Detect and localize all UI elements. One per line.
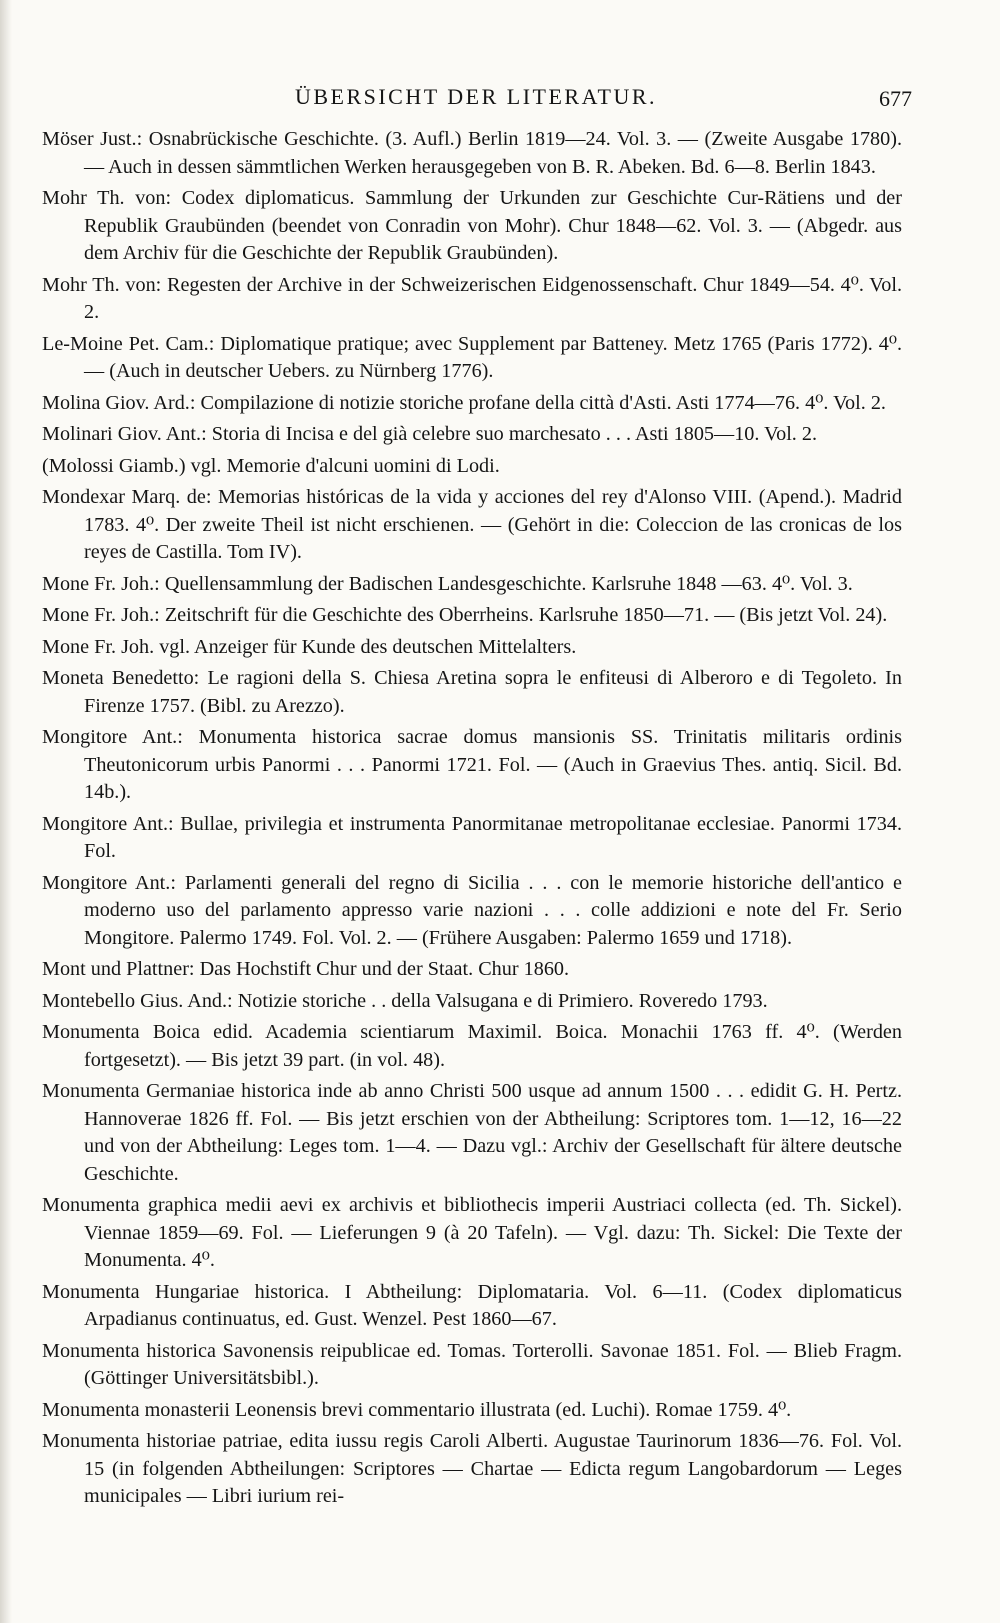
page-edge-shadow: [0, 0, 12, 1623]
bibliography-entry: Moneta Benedetto: Le ragioni della S. Chiesa Aretina sopra le enfiteusi di Alberoro e di Tegoleto. In Firenze 1757. (Bibl. zu Arezzo).: [42, 667, 902, 717]
bibliography-list: [42, 126, 902, 1515]
bibliography-entry: Monumenta Boica edid. Academia scientiarum Maximil. Boica. Monachii 1763 ff. 4⁰. (Werden fortgesetzt). — Bis jetzt 39 part. (in vol. 48).: [42, 1021, 902, 1071]
page-title: ÜBERSICHT DER LITERATUR.: [294, 84, 658, 109]
bibliography-entry: Möser Just.: Osnabrückische Geschichte. (3. Aufl.) Berlin 1819—24. Vol. 3. — (Zweite Ausgabe 1780). — Auch in dessen sämmtlichen Werken herausgegeben von B. R. Abeken. Bd. 6—8. Berlin 1843.: [42, 128, 902, 178]
bibliography-entry: Mondexar Marq. de: Memorias históricas de la vida y acciones del rey d'Alonso VIII. (Apend.). Madrid 1783. 4⁰. Der zweite Theil ist nicht erschienen. — (Gehört in die: Coleccion de las cronicas de los reyes de Castilla. Tom IV).: [42, 486, 902, 563]
bibliography-entry: Le-Moine Pet. Cam.: Diplomatique pratique; avec Supplement par Batteney. Metz 1765 (Paris 1772). 4⁰. — (Auch in deutscher Uebers. zu Nürnberg 1776).: [42, 332, 902, 382]
bibliography-entry: Monumenta graphica medii aevi ex archivis et bibliothecis imperii Austriaci collecta (ed. Th. Sickel). Viennae 1859—69. Fol. — Lieferungen 9 (à 20 Tafeln). — Vgl. dazu: Th. Sickel: Die Texte der Monumenta. 4⁰.: [42, 1194, 902, 1271]
bibliography-entry: Monumenta historica Savonensis reipublicae ed. Tomas. Torterolli. Savonae 1851. Fol. — Blieb Fragm. (Göttinger Universitätsbibl.).: [42, 1339, 902, 1389]
bibliography-entry: Mohr Th. von: Codex diplomaticus. Sammlung der Urkunden zur Geschichte Cur-Rätiens und der Republik Graubünden (beendet von Conradin von Mohr). Chur 1848—62. Vol. 3. — (Abgedr. aus dem Archiv für die Geschichte der Republik Graubünden).: [42, 187, 902, 264]
bibliography-entry: Molinari Giov. Ant.: Storia di Incisa e del già celebre suo marchesato . . . Asti 1805—10. Vol. 2.: [42, 423, 818, 445]
bibliography-entry: (Molossi Giamb.) vgl. Memorie d'alcuni uomini di Lodi.: [42, 454, 500, 477]
bibliography-entry: Montebello Gius. And.: Notizie storiche . . della Valsugana e di Primiero. Roveredo 1793.: [42, 989, 768, 1012]
page-number: 677: [879, 86, 912, 111]
bibliography-entry: Monumenta Hungariae historica. I Abtheilung: Diplomataria. Vol. 6—11. (Codex diplomaticus Arpadianus continuatus, ed. Gust. Wenzel. Pest 1860—67.: [42, 1280, 902, 1330]
bibliography-entry: Mongitore Ant.: Monumenta historica sacrae domus mansionis SS. Trinitatis militaris ordinis Theutonicorum urbis Panormi . . . Panormi 1721. Fol. — (Auch in Graevius Thes. antiq. Sicil. Bd. 14b.).: [42, 726, 902, 803]
bibliography-entry: Monumenta monasterii Leonensis brevi commentario illustrata (ed. Luchi). Romae 1759. 4⁰.: [42, 1398, 792, 1421]
bibliography-entry: Monumenta historiae patriae, edita iussu regis Caroli Alberti. Augustae Taurinorum 1836—76. Fol. Vol. 15 (in folgenden Abtheilungen: Scriptores — Chartae — Edicta regum Langobardorum — Leges municipales — Libri iurium rei-: [42, 1430, 902, 1507]
bibliography-entry: Molina Giov. Ard.: Compilazione di notizie storiche profane della città d'Asti. Asti 1774—76. 4⁰. Vol. 2.: [42, 391, 886, 414]
bibliography-entry: Mongitore Ant.: Bullae, privilegia et instrumenta Panormitanae metropolitanae ecclesiae. Panormi 1734. Fol.: [42, 812, 902, 862]
bibliography-entry: Mohr Th. von: Regesten der Archive in der Schweizerischen Eidgenossenschaft. Chur 1849—54. 4⁰. Vol. 2.: [42, 273, 902, 323]
bibliography-entry: Mone Fr. Joh. vgl. Anzeiger für Kunde des deutschen Mittelalters.: [42, 635, 577, 658]
bibliography-entry: Mone Fr. Joh.: Zeitschrift für die Geschichte des Oberrheins. Karlsruhe 1850—71. — (Bis jetzt Vol. 24).: [42, 604, 888, 626]
bibliography-entry: Mone Fr. Joh.: Quellensammlung der Badischen Landesgeschichte. Karlsruhe 1848 —63. 4⁰. Vol. 3.: [42, 572, 853, 595]
bibliography-entry: Mongitore Ant.: Parlamenti generali del regno di Sicilia . . . con le memorie historiche dell'antico e moderno uso del parlamento appresso varie nazioni . . . colle addizioni e note del Fr. Serio Mongitore. Palermo 1749. Fol. Vol. 2. — (Frühere Ausgaben: Palermo 1659 und 1718).: [42, 871, 902, 949]
running-head: [40, 84, 912, 114]
bibliography-entry: Monumenta Germaniae historica inde ab anno Christi 500 usque ad annum 1500 . . . edidit G. H. Pertz. Hannoverae 1826 ff. Fol. — Bis jetzt erschien von der Abtheilung: Scriptores tom. 1—12, 16—22 und von der Abtheilung: Leges tom. 1—4. — Dazu vgl.: Archiv der Gesellschaft für ältere deutsche Geschichte.: [42, 1080, 902, 1185]
bibliography-entry: Mont und Plattner: Das Hochstift Chur und der Staat. Chur 1860.: [42, 958, 570, 980]
